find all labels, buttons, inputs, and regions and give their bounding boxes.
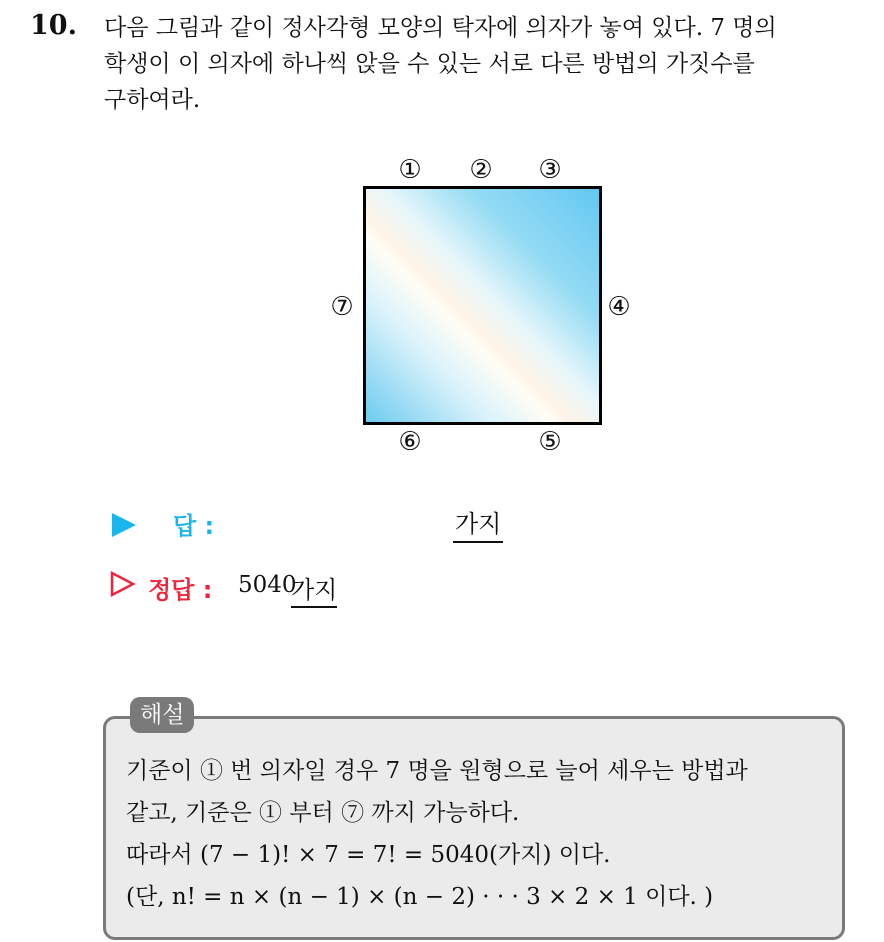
answer-arrow-icon — [112, 513, 136, 537]
answer-unit: 가지 — [455, 510, 502, 538]
seat-label-3: ③ — [538, 155, 562, 185]
question-line: 학생이 이 의자에 하나씩 앉을 수 있는 서로 다른 방법의 가짓수를 — [104, 51, 755, 77]
seat-label-7: ⑦ — [330, 292, 354, 322]
correct-arrow-icon — [110, 571, 136, 597]
seat-label-2: ② — [469, 155, 493, 185]
seat-label-4: ④ — [607, 292, 631, 322]
seat-label-6: ⑥ — [398, 427, 422, 457]
question-line: 다음 그림과 같이 정사각형 모양의 탁자에 의자가 놓여 있다. 7 명의 — [104, 15, 777, 41]
explanation-body — [126, 750, 831, 918]
correct-unit: 가지 — [291, 570, 337, 608]
question-text — [104, 10, 874, 118]
answer-label: 답 : — [173, 512, 215, 540]
seat-label-1: ① — [398, 155, 422, 185]
correct-value: 5040 — [238, 572, 297, 598]
explanation-line: 기준이 ① 번 의자일 경우 7 명을 원형으로 늘어 세우는 방법과 — [126, 758, 748, 784]
explanation-line: 같고, 기준은 ① 부터 ⑦ 까지 가능하다. — [126, 800, 520, 826]
explanation-line: 따라서 (7 − 1)! × 7 = 7! = 5040(가지) 이다. — [126, 842, 611, 868]
square-table — [363, 186, 602, 425]
correct-label: 정답 : — [148, 576, 213, 604]
seat-label-5: ⑤ — [538, 427, 562, 457]
answer-blank[interactable] — [453, 504, 503, 543]
explanation-tag: 해설 — [130, 697, 194, 733]
question-line: 구하여라. — [104, 87, 201, 113]
question-number: 10. — [30, 10, 77, 41]
explanation-line: (단, n! = n × (n − 1) × (n − 2) · · · 3 × 2 × 1 이다. ) — [126, 884, 714, 910]
